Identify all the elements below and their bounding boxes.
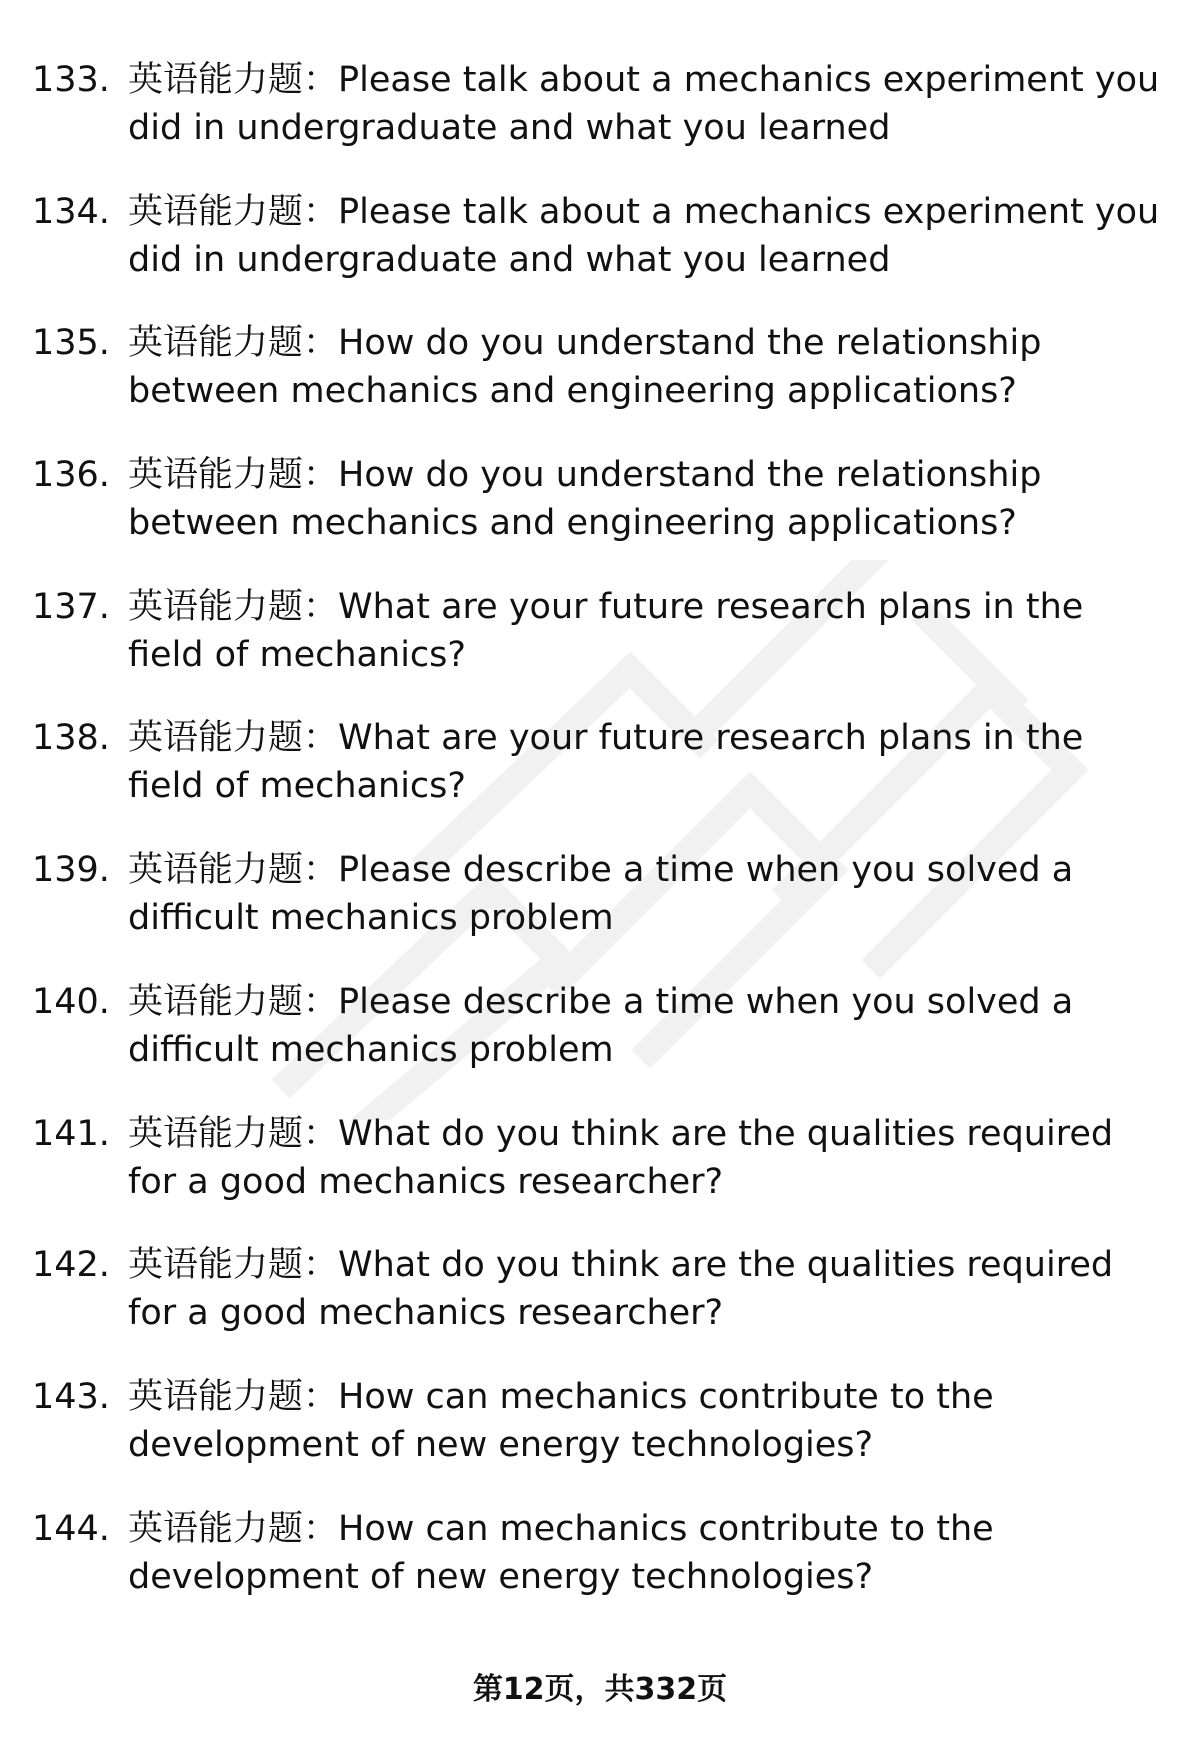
question-category: 英语能力题： [128,60,339,100]
question-category: 英语能力题： [128,1113,339,1154]
question-content: Please describe a time when you solved a difficult mechanics problem [128,981,1074,1070]
question-text [128,188,1168,284]
question-number: 134. [32,191,110,232]
question-content: Please talk about a mechanics experiment you did in undergraduate and what you learned [128,60,1160,148]
question-category: 英语能力题： [128,191,339,232]
question-item [0,1373,1200,1505]
question-number: 135. [32,323,110,364]
question-text [128,978,1168,1074]
question-item [0,1110,1200,1242]
page-number-footer: 第12页，共332页 [472,1672,728,1707]
question-category: 英语能力题： [128,455,339,496]
question-number: 143. [32,1376,110,1417]
question-item [0,583,1200,715]
question-content: How can mechanics contribute to the development of new energy technologies? [128,1508,994,1597]
question-content: What do you think are the qualities required for a good mechanics researcher? [128,1113,1114,1202]
question-text [128,1373,1168,1469]
question-number: 142. [32,1245,110,1286]
question-text [128,1505,1168,1601]
question-text [128,319,1168,415]
question-number: 138. [32,718,110,759]
question-category: 英语能力题： [128,981,339,1022]
question-number: 139. [32,850,110,891]
question-content: Please talk about a mechanics experiment you did in undergraduate and what you learned [128,191,1160,280]
question-category: 英语能力题： [128,1245,339,1286]
question-item [0,846,1200,978]
question-content: What are your future research plans in the field of mechanics? [128,718,1084,807]
question-list [0,56,1200,1636]
question-item [0,1505,1200,1637]
question-item [0,1241,1200,1373]
question-item [0,978,1200,1110]
question-content: How can mechanics contribute to the development of new energy technologies? [128,1376,994,1465]
question-category: 英语能力题： [128,323,339,364]
question-content: What are your future research plans in the field of mechanics? [128,586,1084,675]
question-item [0,451,1200,583]
question-text [128,846,1168,942]
question-number: 136. [32,455,110,496]
question-category: 英语能力题： [128,586,339,627]
question-text [128,451,1168,547]
question-number: 140. [32,981,110,1022]
question-category: 英语能力题： [128,850,339,891]
question-item [0,319,1200,451]
question-number: 133. [32,60,110,100]
question-number: 144. [32,1508,110,1549]
question-content: Please describe a time when you solved a difficult mechanics problem [128,850,1074,939]
question-text [128,56,1168,152]
question-number: 137. [32,586,110,627]
question-text [128,1241,1168,1337]
question-content: How do you understand the relationship between mechanics and engineering applications? [128,323,1042,412]
question-item [0,56,1200,188]
question-text [128,714,1168,810]
question-number: 141. [32,1113,110,1154]
question-content: How do you understand the relationship between mechanics and engineering applications? [128,455,1042,544]
question-item [0,714,1200,846]
question-category: 英语能力题： [128,718,339,759]
question-item [0,188,1200,320]
question-content: What do you think are the qualities required for a good mechanics researcher? [128,1245,1114,1334]
question-category: 英语能力题： [128,1376,339,1417]
question-text [128,1110,1168,1206]
question-category: 英语能力题： [128,1508,339,1549]
question-text [128,583,1168,679]
